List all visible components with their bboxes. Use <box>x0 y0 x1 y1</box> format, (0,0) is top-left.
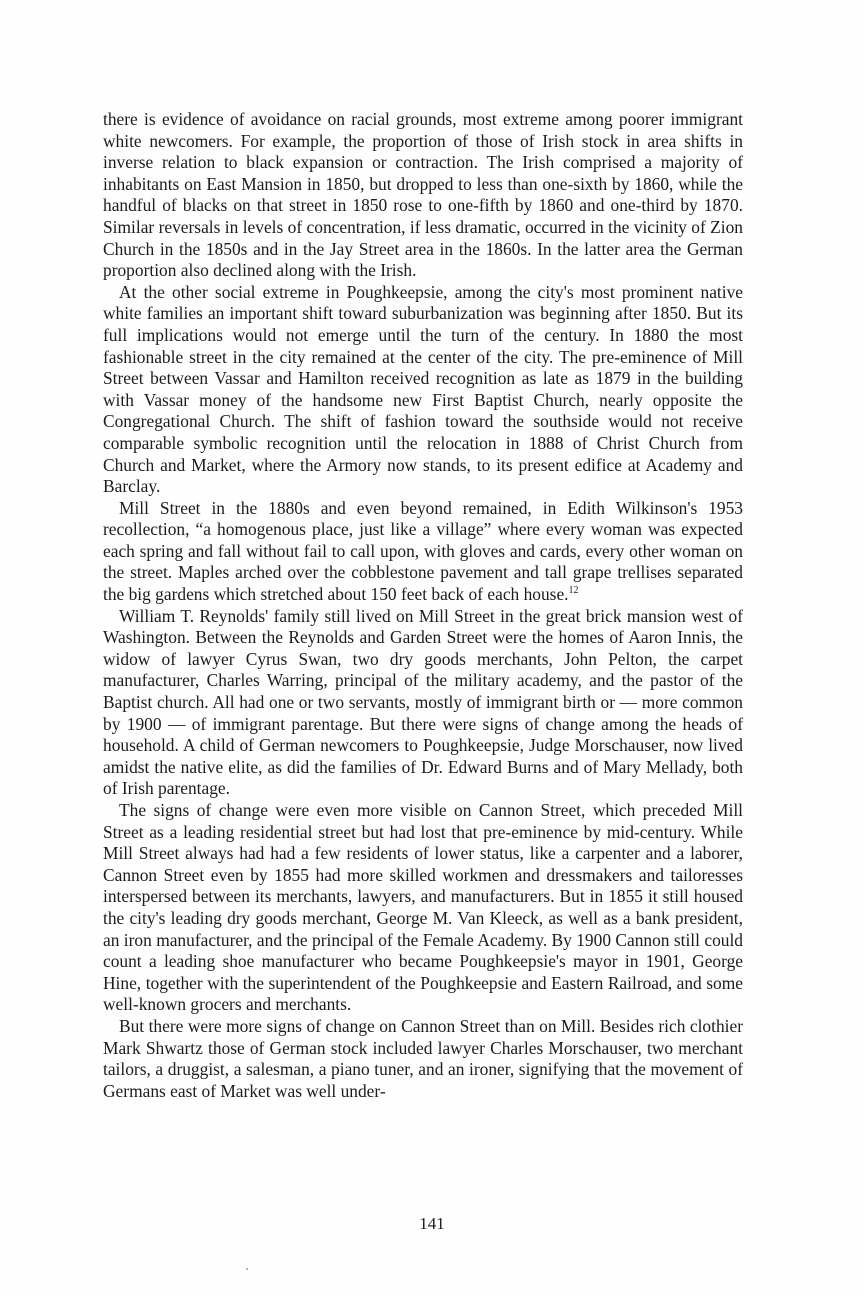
paragraph-3 <box>103 498 743 606</box>
paragraph-3-text: Mill Street in the 1880s and even beyond remained, in Edith Wilkinson's 1953 recollection, “a homogenous place, just like a village” where every woman was expected each spring and fall without fail to call upon, with gloves and cards, every other woman on the street. Maples arched over the cobblestone pavement and tall grape trellises separated the big gardens which stretched about 150 feet back of each house. <box>103 497 743 605</box>
paragraph-2: At the other social extreme in Poughkeepsie, among the city's most prominent native white families an important shift toward suburbanization was beginning after 1850. But its full implications would not emerge until the turn of the century. In 1880 the most fashionable street in the city remained at the center of the city. The pre-eminence of Mill Street between Vassar and Hamilton received recognition as late as 1879 in the building with Vassar money of the handsome new First Baptist Church, nearly opposite the Congregational Church. The shift of fashion toward the southside would not receive comparable symbolic recognition until the relocation in 1888 of Christ Church from Church and Market, where the Armory now stands, to its present edifice at Academy and Barclay. <box>103 281 743 497</box>
paragraph-4: William T. Reynolds' family still lived on Mill Street in the great brick mansion west of Washington. Between the Reynolds and Garden Street were the homes of Aaron Innis, the widow of lawyer Cyrus Swan, two dry goods merchants, John Pelton, the carpet manufacturer, Charles Warring, principal of the military academy, and the pastor of the Baptist church. All had one or two servants, mostly of immigrant birth or — more common by 1900 — of immigrant parentage. But there were signs of change among the heads of household. A child of German newcomers to Poughkeepsie, Judge Morschauser, now lived amidst the native elite, as did the families of Dr. Edward Burns and of Mary Mellady, both of Irish parentage. <box>103 605 743 799</box>
body-text <box>103 109 743 1102</box>
scan-speck <box>246 1268 248 1270</box>
paragraph-5: The signs of change were even more visible on Cannon Street, which preceded Mill Street as a leading residential street but had lost that pre-eminence by mid-century. While Mill Street always had had a few residents of lower status, like a carpenter and a laborer, Cannon Street even by 1855 had more skilled workmen and dressmakers and tailoresses interspersed between its merchants, lawyers, and manufacturers. But in 1855 it still housed the city's leading dry goods merchant, George M. Van Kleeck, as well as a bank president, an iron manufacturer, and the principal of the Female Academy. By 1900 Cannon still could count a leading shoe manufacturer who became Poughkeepsie's mayor in 1901, George Hine, together with the superintendent of the Poughkeepsie and Eastern Railroad, and some well-known grocers and merchants. <box>103 800 743 1015</box>
footnote-marker[interactable]: 12 <box>568 585 579 597</box>
page-number: 141 <box>419 1214 445 1233</box>
paragraph-6: But there were more signs of change on Cannon Street than on Mill. Besides rich clothier Mark Shwartz those of German stock included lawyer Charles Morschauser, two merchant tailors, a druggist, a salesman, a piano tuner, and an ironer, signifying that the movement of Germans east of Market was well under- <box>103 1015 743 1101</box>
paragraph-1: there is evidence of avoidance on racial grounds, most extreme among poorer immigrant white newcomers. For example, the proportion of those of Irish stock in area shifts in inverse relation to black expansion or contraction. The Irish comprised a majority of inhabitants on East Mansion in 1850, but dropped to less than one-sixth by 1860, while the handful of blacks on that street in 1850 rose to one-fifth by 1860 and one-third by 1870. Similar reversals in levels of concentration, if less dramatic, occurred in the vicinity of Zion Church in the 1850s and in the Jay Street area in the 1860s. In the latter area the German proportion also declined along with the Irish. <box>103 109 743 281</box>
